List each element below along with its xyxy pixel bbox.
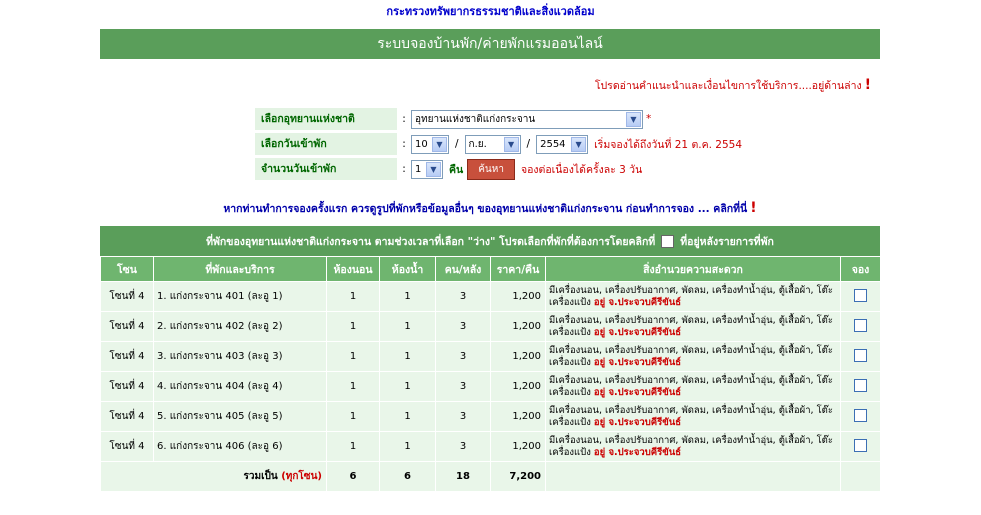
price-cell: 1,200 [491,372,545,401]
total-label-text: รวมเป็น [243,471,278,482]
header-price: ราคา/คืน [491,257,545,281]
search-button[interactable]: ค้นหา [467,159,515,180]
accommodation-name-cell: 5. แก่งกระจาน 405 (ละอู 5) [154,402,326,431]
price-cell: 1,200 [491,402,545,431]
nights-select[interactable] [411,160,443,179]
location-text: อยู่ จ.ประจวบคีรีขันธ์ [593,386,682,398]
bedrooms-cell: 1 [327,282,379,311]
day-select-value: 10 [415,138,428,150]
facilities-cell [546,432,840,461]
location-text: อยู่ จ.ประจวบคีรีขันธ์ [593,296,682,308]
day-select[interactable] [411,135,449,154]
book-cell [841,402,880,431]
total-bedrooms: 6 [327,462,379,491]
nights-select-value: 1 [415,163,422,175]
table-row [101,282,880,311]
bathrooms-cell: 1 [380,342,435,371]
checkbox-icon [661,235,674,248]
exclamation-icon: ! [750,200,757,216]
table-row [101,432,880,461]
colon: : [402,163,406,175]
table-caption-right: ที่อยู่หลังรายการที่พัก [680,235,774,248]
book-checkbox[interactable] [854,379,867,392]
date-separator: / [455,138,459,150]
book-checkbox[interactable] [854,349,867,362]
zone-cell: โซนที่ 4 [101,402,153,431]
page-title-banner: ระบบจองบ้านพัก/ค่ายพักแรมออนไลน์ [100,29,880,59]
nights-unit: คืน [449,163,464,176]
ministry-name: กระทรวงทรัพยากรธรรมชาติและสิ่งแวดล้อม [386,5,595,18]
header-accommodation: ที่พักและบริการ [154,257,326,281]
facilities-cell [546,282,840,311]
facilities-cell [546,372,840,401]
terms-notice-text: โปรดอ่านคำแนะนำและเงื่อนไขการใช้บริการ....อยู่ด้านล่าง [594,80,862,92]
zone-cell: โซนที่ 4 [101,432,153,461]
people-cell: 3 [436,402,490,431]
price-cell: 1,200 [491,342,545,371]
zone-cell: โซนที่ 4 [101,312,153,341]
required-mark: * [646,113,652,125]
bedrooms-cell: 1 [327,342,379,371]
bathrooms-cell: 1 [380,402,435,431]
chevron-down-icon: ▼ [426,162,441,177]
table-row [101,312,880,341]
colon: : [402,138,406,150]
table-row [101,402,880,431]
bedrooms-cell: 1 [327,312,379,341]
accommodation-name-cell: 3. แก่งกระจาน 403 (ละอู 3) [154,342,326,371]
price-cell: 1,200 [491,432,545,461]
location-text: อยู่ จ.ประจวบคีรีขันธ์ [593,416,682,428]
header-facilities: สิ่งอำนวยความสะดวก [546,257,840,281]
facilities-text: มีเครื่องนอน, เครื่องปรับอากาศ, พัดลม, เครื่องทำน้ำอุ่น, ตู้เสื้อผ้า, โต๊ะเครื่องแป้ง [549,404,833,428]
book-cell [841,372,880,401]
nights-note: จองต่อเนื่องได้ครั้งละ 3 วัน [520,163,643,176]
header-book: จอง [841,257,880,281]
table-caption [100,226,880,256]
first-time-info-text: หากท่านทำการจองครั้งแรก ควรดูรูปที่พักหรือข้อมูลอื่นๆ ของอุทยานแห่งชาติแก่งกระจาน ก่อนทำการจอง ... คลิกที่นี่ [223,203,748,215]
facilities-text: มีเครื่องนอน, เครื่องปรับอากาศ, พัดลม, เครื่องทำน้ำอุ่น, ตู้เสื้อผ้า, โต๊ะเครื่องแป้ง [549,434,833,458]
year-select-value: 2554 [540,138,566,150]
zone-cell: โซนที่ 4 [101,342,153,371]
accommodation-name-cell: 6. แก่งกระจาน 406 (ละอู 6) [154,432,326,461]
book-checkbox[interactable] [854,289,867,302]
terms-notice-link[interactable] [595,77,871,94]
book-cell [841,432,880,461]
people-cell: 3 [436,282,490,311]
all-zones-label: (ทุกโซน) [281,471,322,482]
bedrooms-cell: 1 [327,372,379,401]
year-select[interactable] [536,135,588,154]
people-cell: 3 [436,342,490,371]
header-bedrooms: ห้องนอน [327,257,379,281]
zone-cell: โซนที่ 4 [101,282,153,311]
table-caption-left: ที่พักของอุทยานแห่งชาติแก่งกระจาน ตามช่วงเวลาที่เลือก "ว่าง" โปรดเลือกที่พักที่ต้องการโดยคลิกที่ [206,235,656,248]
book-checkbox[interactable] [854,409,867,422]
colon: : [402,113,406,125]
accommodation-grid [100,256,881,492]
header-people: คน/หลัง [436,257,490,281]
accommodation-name-cell: 2. แก่งกระจาน 402 (ละอู 2) [154,312,326,341]
total-row [101,462,880,491]
chevron-down-icon: ▼ [626,112,641,127]
month-select[interactable] [465,135,521,154]
book-checkbox[interactable] [854,319,867,332]
people-cell: 3 [436,372,490,401]
park-select-value: อุทยานแห่งชาติแก่งกระจาน [415,113,536,125]
zone-cell: โซนที่ 4 [101,372,153,401]
facilities-cell [546,342,840,371]
park-label: เลือกอุทยานแห่งชาติ [255,108,397,130]
facilities-text: มีเครื่องนอน, เครื่องปรับอากาศ, พัดลม, เครื่องทำน้ำอุ่น, ตู้เสื้อผ้า, โต๊ะเครื่องแป้ง [549,284,833,308]
header-bathrooms: ห้องน้ำ [380,257,435,281]
people-cell: 3 [436,312,490,341]
park-select[interactable] [411,110,643,129]
table-row [101,372,880,401]
checkin-row [255,133,742,155]
price-cell: 1,200 [491,282,545,311]
header-zone: โซน [101,257,153,281]
bedrooms-cell: 1 [327,432,379,461]
nights-row [255,158,642,180]
accommodation-name-cell: 1. แก่งกระจาน 401 (ละอู 1) [154,282,326,311]
park-row [255,108,651,130]
bathrooms-cell: 1 [380,372,435,401]
bathrooms-cell: 1 [380,432,435,461]
bedrooms-cell: 1 [327,402,379,431]
total-empty [546,462,840,491]
book-cell [841,342,880,371]
facilities-cell [546,312,840,341]
accommodation-name-cell: 4. แก่งกระจาน 404 (ละอู 4) [154,372,326,401]
chevron-down-icon: ▼ [504,137,519,152]
month-select-value: ก.ย. [468,138,487,150]
total-bathrooms: 6 [380,462,435,491]
chevron-down-icon: ▼ [432,137,447,152]
exclamation-icon: ! [864,77,871,93]
facilities-text: มีเครื่องนอน, เครื่องปรับอากาศ, พัดลม, เครื่องทำน้ำอุ่น, ตู้เสื้อผ้า, โต๊ะเครื่องแป้ง [549,374,833,398]
bathrooms-cell: 1 [380,312,435,341]
location-text: อยู่ จ.ประจวบคีรีขันธ์ [593,446,682,458]
table-header-row [101,257,880,281]
chevron-down-icon: ▼ [571,137,586,152]
book-cell [841,282,880,311]
booking-limit-note: เริ่มจองได้ถึงวันที่ 21 ต.ค. 2554 [594,138,743,151]
checkin-label: เลือกวันเข้าพัก [255,133,397,155]
location-text: อยู่ จ.ประจวบคีรีขันธ์ [593,356,682,368]
nights-label: จำนวนวันเข้าพัก [255,158,397,180]
accommodation-table [100,226,880,492]
people-cell: 3 [436,432,490,461]
bathrooms-cell: 1 [380,282,435,311]
first-time-info-link[interactable] [100,200,880,217]
facilities-text: มีเครื่องนอน, เครื่องปรับอากาศ, พัดลม, เครื่องทำน้ำอุ่น, ตู้เสื้อผ้า, โต๊ะเครื่องแป้ง [549,314,833,338]
total-people: 18 [436,462,490,491]
total-price: 7,200 [491,462,545,491]
table-row [101,342,880,371]
price-cell: 1,200 [491,312,545,341]
location-text: อยู่ จ.ประจวบคีรีขันธ์ [593,326,682,338]
book-cell [841,312,880,341]
total-label [101,462,326,491]
book-checkbox[interactable] [854,439,867,452]
facilities-text: มีเครื่องนอน, เครื่องปรับอากาศ, พัดลม, เครื่องทำน้ำอุ่น, ตู้เสื้อผ้า, โต๊ะเครื่องแป้ง [549,344,833,368]
date-separator: / [526,138,531,150]
facilities-cell [546,402,840,431]
total-empty [841,462,880,491]
